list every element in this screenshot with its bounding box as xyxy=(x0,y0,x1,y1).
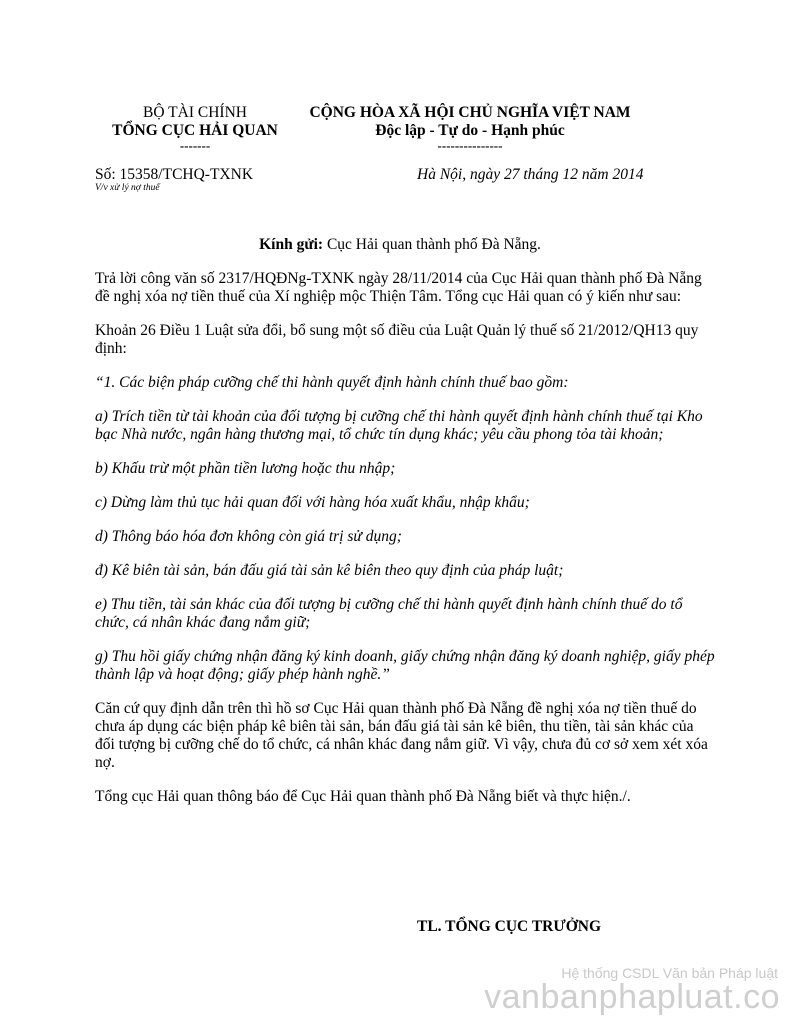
document-date: Hà Nội, ngày 27 tháng 12 năm 2014 xyxy=(417,166,644,183)
recipient-name: Cục Hải quan thành phố Đà Nẵng. xyxy=(323,236,541,253)
quoted-clause: g) Thu hồi giấy chứng nhận đăng ký kinh doanh, giấy chứng nhận đăng ký doanh nghiệp, giấy phép thành lập và hoạt động; giấy phép hành nghề.” xyxy=(95,648,715,683)
recipient-line xyxy=(0,236,800,254)
document-number: Số: 15358/TCHQ-TXNK xyxy=(95,166,254,183)
national-header xyxy=(290,104,650,152)
quoted-clause: b) Khấu trừ một phần tiền lương hoặc thu nhập; xyxy=(95,460,396,477)
quoted-clause: a) Trích tiền từ tài khoản của đối tượng bị cưỡng chế thi hành quyết định hành chính thuế tại Kho bạc Nhà nước, ngân hàng thương mại, tổ chức tín dụng khác; yêu cầu phong tỏa tài khoản; xyxy=(95,408,703,443)
recipient-label: Kính gửi: xyxy=(259,236,324,253)
quoted-clause: đ) Kê biên tài sản, bán đấu giá tài sản kê biên theo quy định của pháp luật; xyxy=(95,562,564,579)
document-subject: V/v xử lý nợ thuế xyxy=(95,183,160,193)
quoted-clause: “1. Các biện pháp cưỡng chế thi hành quyết định hành chính thuế bao gồm: xyxy=(95,374,569,391)
issuer-header xyxy=(95,104,295,152)
watermark-site: vanbanphapluat.co xyxy=(484,978,780,1016)
department-name: TỔNG CỤC HẢI QUAN xyxy=(112,122,278,139)
watermark-caption: Hệ thống CSDL Văn bản Pháp luật xyxy=(561,965,778,981)
document-body xyxy=(95,270,715,822)
body-paragraph: Trả lời công văn số 2317/HQĐNg-TXNK ngày 28/11/2014 của Cục Hải quan thành phố Đà Nẵng đề nghị xóa nợ tiền thuế của Xí nghiệp mộc Thiện Tâm. Tổng cục Hải quan có ý kiến như sau: xyxy=(95,270,702,305)
signature-title: TL. TỔNG CỤC TRƯỞNG xyxy=(417,918,602,935)
motto-separator: --------------- xyxy=(437,138,503,153)
body-paragraph: Căn cứ quy định dẫn trên thì hồ sơ Cục Hải quan thành phố Đà Nẵng đề nghị xóa nợ tiền thuế do chưa áp dụng các biện pháp kê biên tài sản, bán đấu giá tài sản kê biên, thu tiền, tài sản khác của đối tượng bị cưỡng chế do tổ chức, cá nhân khác đang nắm giữ. Vì vậy, chưa đủ cơ sở xem xét xóa nợ. xyxy=(95,700,708,771)
ministry-name: BỘ TÀI CHÍNH xyxy=(143,104,247,121)
body-paragraph: Khoản 26 Điều 1 Luật sửa đổi, bổ sung một số điều của Luật Quản lý thuế số 21/2012/QH13 quy định: xyxy=(95,322,699,357)
country-name: CỘNG HÒA XÃ HỘI CHỦ NGHĨA VIỆT NAM xyxy=(309,104,631,121)
body-paragraph: Tổng cục Hải quan thông báo để Cục Hải quan thành phố Đà Nẵng biết và thực hiện./. xyxy=(95,788,631,805)
quoted-clause: d) Thông báo hóa đơn không còn giá trị sử dụng; xyxy=(95,528,402,545)
issuer-separator: ------- xyxy=(179,138,211,153)
quoted-clause: c) Dừng làm thủ tục hải quan đối với hàng hóa xuất khẩu, nhập khẩu; xyxy=(95,494,530,511)
quoted-clause: e) Thu tiền, tài sản khác của đối tượng bị cưỡng chế thi hành quyết định hành chính thuế do tổ chức, cá nhân khác đang nắm giữ; xyxy=(95,596,683,631)
national-motto: Độc lập - Tự do - Hạnh phúc xyxy=(375,122,565,139)
